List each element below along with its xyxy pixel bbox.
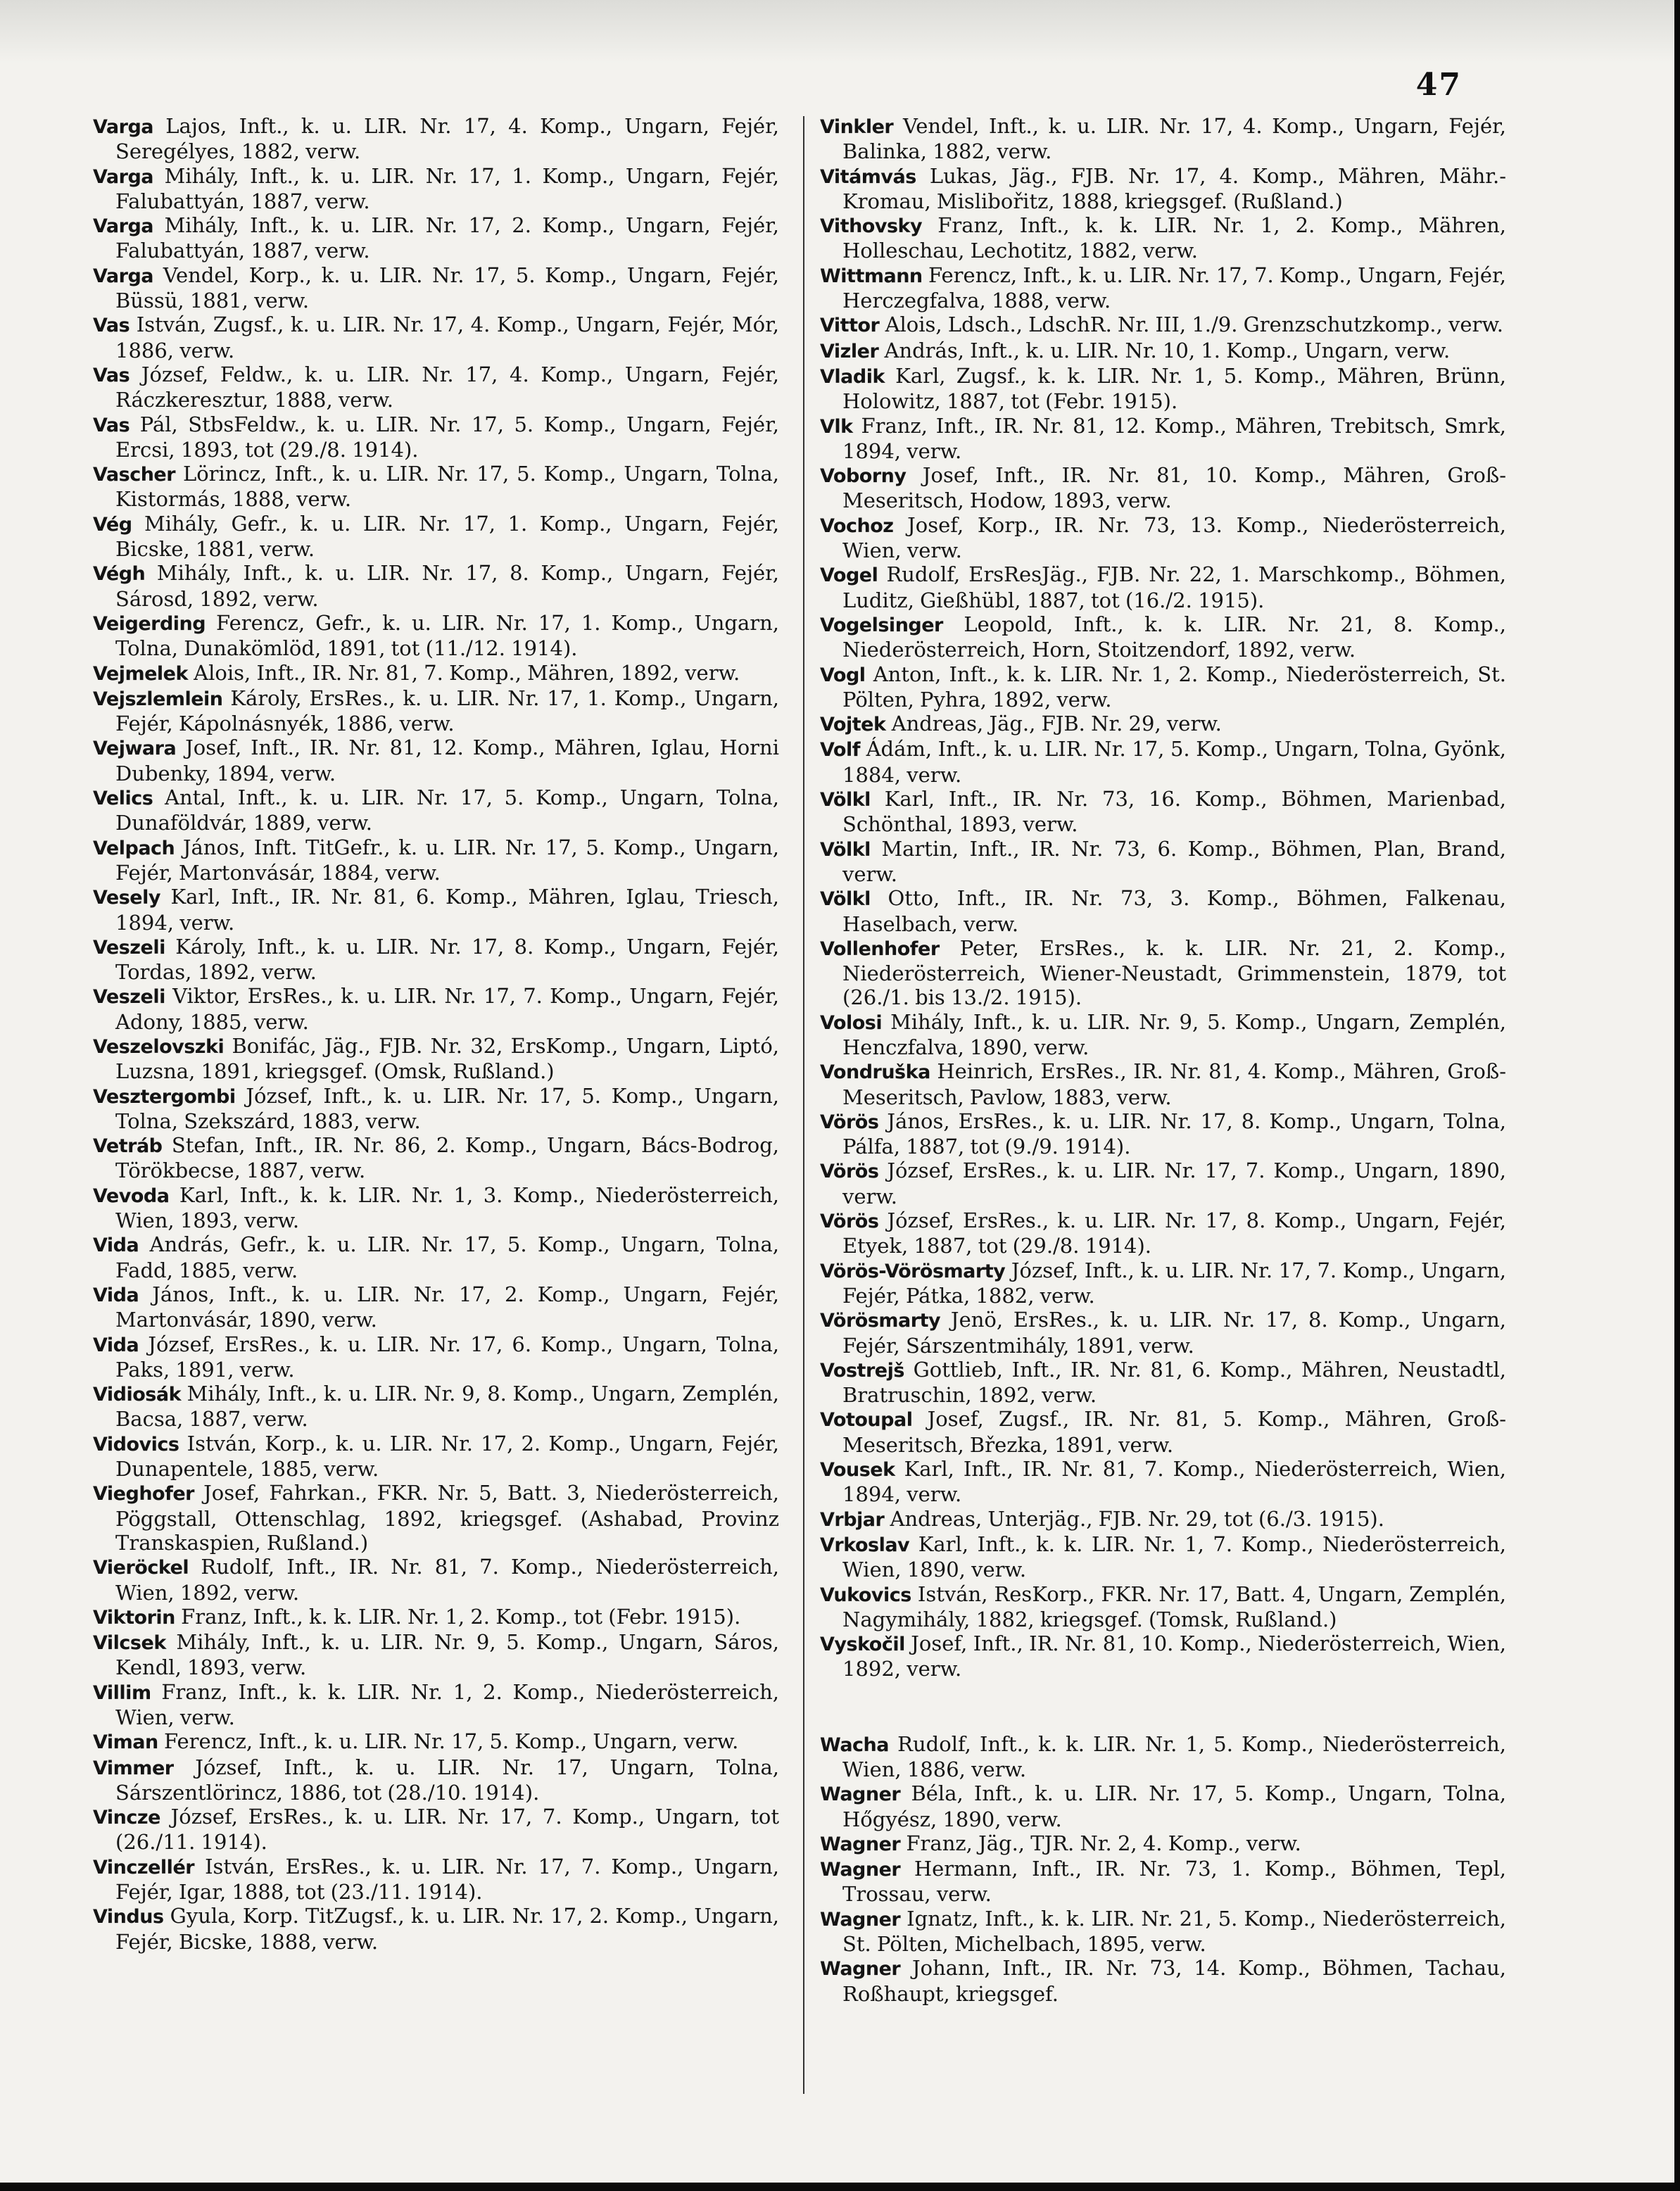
list-entry <box>820 1308 1506 1358</box>
entry-surname: Vithovsky <box>820 215 923 238</box>
entry-details: Josef, Inft., IR. Nr. 81, 10. Komp., Niederösterreich, Wien, 1892, verw. <box>842 1631 1506 1681</box>
entry-surname: Votoupal <box>820 1409 913 1432</box>
entry-details: Pál, StbsFeldw., k. u. LIR. Nr. 17, 5. Komp., Ungarn, Fejér, Ercsi, 1893, tot (29./8. 1914). <box>115 412 779 462</box>
list-entry <box>820 1532 1506 1582</box>
entry-surname: Vörösmarty <box>820 1310 941 1332</box>
list-entry <box>820 463 1506 513</box>
entry-details: Károly, ErsRes., k. u. LIR. Nr. 17, 1. Komp., Ungarn, Fejér, Kápolnásnyék, 1886, verw. <box>115 686 779 736</box>
list-entry <box>820 1407 1506 1457</box>
entry-details: Ignatz, Inft., k. k. LIR. Nr. 21, 5. Komp., Niederösterreich, St. Pölten, Michelbach, 1895, verw. <box>842 1906 1506 1957</box>
entry-surname: Vitámvás <box>820 165 916 188</box>
entry-surname: Vousek <box>820 1459 895 1482</box>
entry-surname: Völkl <box>820 789 871 812</box>
entry-surname: Vinkler <box>820 116 894 138</box>
entry-surname: Vas <box>93 364 130 386</box>
entry-details: András, Gefr., k. u. LIR. Nr. 17, 5. Komp., Ungarn, Tolna, Fadd, 1885, verw. <box>115 1232 779 1282</box>
entry-details: Bonifác, Jäg., FJB. Nr. 32, ErsKomp., Ungarn, Liptó, Luzsna, 1891, kriegsgef. (Omsk, Rußland.) <box>115 1033 779 1084</box>
list-entry <box>820 414 1506 464</box>
entry-details: József, ErsRes., k. u. LIR. Nr. 17, 6. Komp., Ungarn, Tolna, Paks, 1891, verw. <box>115 1332 779 1382</box>
entry-details: Leopold, Inft., k. k. LIR. Nr. 21, 8. Komp., Niederösterreich, Horn, Stoitzendorf, 1892, verw. <box>842 612 1506 662</box>
entry-details: Viktor, ErsRes., k. u. LIR. Nr. 17, 7. Komp., Ungarn, Fejér, Adony, 1885, verw. <box>115 984 779 1034</box>
entry-details: Josef, Fahrkan., FKR. Nr. 5, Batt. 3, Niederösterreich, Pöggstall, Ottenschlag, 1892, kriegsgef. (Ashabad, Provinz Transkaspien, Rußland.) <box>115 1481 779 1555</box>
entry-surname: Wagner <box>820 1908 901 1931</box>
entry-details: Lörincz, Inft., k. u. LIR. Nr. 17, 5. Komp., Ungarn, Tolna, Kistormás, 1888, verw. <box>115 462 779 512</box>
entry-surname: Vondruška <box>820 1061 930 1084</box>
entry-details: Hermann, Inft., IR. Nr. 73, 1. Komp., Böhmen, Tepl, Trossau, verw. <box>842 1857 1506 1907</box>
list-entry <box>820 213 1506 263</box>
entry-details: Andreas, Jäg., FJB. Nr. 29, verw. <box>885 712 1222 736</box>
entry-details: Mihály, Inft., k. u. LIR. Nr. 9, 5. Komp., Ungarn, Zemplén, Henczfalva, 1890, verw. <box>842 1009 1506 1059</box>
entry-details: Mihály, Inft., k. u. LIR. Nr. 9, 8. Komp., Ungarn, Zemplén, Bacsa, 1887, verw. <box>115 1382 779 1432</box>
entry-details: Ferencz, Inft., k. u. LIR. Nr. 17, 5. Komp., Ungarn, verw. <box>158 1729 739 1754</box>
entry-details: Rudolf, Inft., k. k. LIR. Nr. 1, 5. Komp., Niederösterreich, Wien, 1886, verw. <box>842 1731 1506 1781</box>
list-entry <box>93 512 779 562</box>
entry-details: Martin, Inft., IR. Nr. 73, 6. Komp., Böhmen, Plan, Brand, verw. <box>842 836 1506 886</box>
entry-surname: Vojtek <box>820 714 886 736</box>
entry-surname: Vida <box>93 1334 139 1356</box>
entry-surname: Vlk <box>820 415 853 438</box>
entry-details: Peter, ErsRes., k. k. LIR. Nr. 21, 2. Komp., Niederösterreich, Wiener-Neustadt, Grimmenstein, 1879, tot (26./1. bis 13./2. 1915). <box>842 935 1506 1010</box>
entry-details: Lajos, Inft., k. u. LIR. Nr. 17, 4. Komp., Ungarn, Fejér, Seregélyes, 1882, verw. <box>115 114 779 164</box>
entry-surname: Vida <box>93 1284 139 1306</box>
list-entry <box>93 114 779 164</box>
entry-surname: Vrbjar <box>820 1508 885 1531</box>
entry-details: József, Inft., k. u. LIR. Nr. 17, 5. Komp., Ungarn, Tolna, Szekszárd, 1883, verw. <box>115 1083 779 1133</box>
entry-details: Antal, Inft., k. u. LIR. Nr. 17, 5. Komp., Ungarn, Tolna, Dunaföldvár, 1889, verw. <box>115 785 779 835</box>
entry-details: András, Inft., k. u. LIR. Nr. 10, 1. Komp., Ungarn, verw. <box>878 338 1451 362</box>
left-column <box>93 114 779 1954</box>
entry-details: József, ErsRes., k. u. LIR. Nr. 17, 7. Komp., Ungarn, 1890, verw. <box>842 1158 1506 1208</box>
entry-details: Andreas, Unterjäg., FJB. Nr. 29, tot (6./3. 1915). <box>884 1506 1384 1531</box>
entry-details: Otto, Inft., IR. Nr. 73, 3. Komp., Böhmen, Falkenau, Haselbach, verw. <box>842 886 1506 936</box>
list-entry <box>820 339 1506 364</box>
list-entry <box>820 1059 1506 1109</box>
entry-details: Karl, Inft., IR. Nr. 81, 7. Komp., Niederösterreich, Wien, 1894, verw. <box>842 1457 1506 1507</box>
list-entry <box>93 312 779 362</box>
list-entry <box>820 936 1506 1010</box>
entry-surname: Veszeli <box>93 986 165 1009</box>
entry-surname: Wagner <box>820 1783 901 1806</box>
entry-surname: Volf <box>820 739 860 762</box>
list-entry <box>93 611 779 661</box>
entry-surname: Veszeli <box>93 936 165 959</box>
entry-surname: Vesely <box>93 887 160 909</box>
entry-surname: Vyskočil <box>820 1634 905 1656</box>
entry-details: Franz, Inft., IR. Nr. 81, 12. Komp., Mähren, Trebitsch, Smrk, 1894, verw. <box>842 413 1506 463</box>
entry-surname: Vogelsinger <box>820 614 943 636</box>
entry-surname: Volosi <box>820 1011 883 1034</box>
entry-details: Ferencz, Inft., k. u. LIR. Nr. 17, 7. Komp., Ungarn, Fejér, Herczegfalva, 1888, verw. <box>842 263 1506 313</box>
entry-details: Rudolf, ErsResJäg., FJB. Nr. 22, 1. Marschkomp., Böhmen, Luditz, Gießhübl, 1887, tot (16./2. 1915). <box>842 562 1506 612</box>
list-entry <box>93 1084 779 1134</box>
list-entry <box>93 1680 779 1730</box>
entry-details: Rudolf, Inft., IR. Nr. 81, 7. Komp., Niederösterreich, Wien, 1892, verw. <box>115 1555 779 1605</box>
entry-details: Karl, Zugsf., k. k. LIR. Nr. 1, 5. Komp., Mähren, Brünn, Holowitz, 1887, tot (Febr. 1915). <box>842 363 1506 414</box>
column-divider <box>803 116 804 2094</box>
entry-surname: Vittor <box>820 315 880 337</box>
entry-surname: Vejwara <box>93 738 177 760</box>
list-entry <box>93 1432 779 1482</box>
entry-surname: Vladik <box>820 365 885 388</box>
entry-details: Karl, Inft., IR. Nr. 81, 6. Komp., Mähren, Iglau, Triesch, 1894, verw. <box>115 885 779 935</box>
list-entry <box>93 885 779 935</box>
entry-gap <box>820 1681 1506 1732</box>
entry-details: István, Zugsf., k. u. LIR. Nr. 17, 4. Komp., Ungarn, Fejér, Mór, 1886, verw. <box>115 312 779 362</box>
entry-surname: Völkl <box>820 888 871 911</box>
entry-details: Jenö, ErsRes., k. u. LIR. Nr. 17, 8. Komp., Ungarn, Fejér, Sárszentmihály, 1891, verw. <box>842 1308 1506 1358</box>
entry-details: Vendel, Korp., k. u. LIR. Nr. 17, 5. Komp., Ungarn, Fejér, Büssü, 1881, verw. <box>115 263 779 313</box>
list-entry <box>93 1755 779 1805</box>
entry-details: Josef, Inft., IR. Nr. 81, 12. Komp., Mähren, Iglau, Horni Dubenky, 1894, verw. <box>115 735 779 785</box>
list-entry <box>93 462 779 512</box>
entry-details: Josef, Inft., IR. Nr. 81, 10. Komp., Mähren, Groß-Meseritsch, Hodow, 1893, verw. <box>842 463 1506 513</box>
entry-surname: Vrkoslav <box>820 1534 910 1556</box>
list-entry <box>93 1481 779 1555</box>
list-entry <box>820 513 1506 563</box>
entry-surname: Végh <box>93 563 146 586</box>
entry-details: Mihály, Inft., k. u. LIR. Nr. 17, 2. Komp., Ungarn, Fejér, Falubattyán, 1887, verw. <box>115 213 779 263</box>
list-entry <box>93 1605 779 1630</box>
entry-surname: Vas <box>93 414 130 436</box>
list-entry <box>93 1630 779 1680</box>
entry-surname: Vollenhofer <box>820 937 940 960</box>
entry-details: Anton, Inft., k. k. LIR. Nr. 1, 2. Komp., Niederösterreich, St. Pölten, Pyhra, 1892, verw. <box>842 662 1506 712</box>
list-entry <box>93 984 779 1034</box>
list-entry <box>93 1034 779 1084</box>
list-entry <box>820 1631 1506 1681</box>
entry-details: Béla, Inft., k. u. LIR. Nr. 17, 5. Komp., Ungarn, Tolna, Hőgyész, 1890, verw. <box>842 1781 1506 1831</box>
list-entry <box>93 164 779 214</box>
entry-details: Josef, Korp., IR. Nr. 73, 13. Komp., Niederösterreich, Wien, verw. <box>842 512 1506 563</box>
list-entry <box>820 1358 1506 1408</box>
entry-details: Mihály, Inft., k. u. LIR. Nr. 9, 5. Komp., Ungarn, Sáros, Kendl, 1893, verw. <box>115 1630 779 1680</box>
list-entry <box>93 735 779 785</box>
entry-surname: Vidiosák <box>93 1384 182 1406</box>
entry-details: Alois, Ldsch., LdschR. Nr. III, 1./9. Grenzschutzkomp., verw. <box>879 312 1503 337</box>
list-entry <box>820 1208 1506 1258</box>
entry-surname: Vesztergombi <box>93 1085 236 1108</box>
entry-details: József, Feldw., k. u. LIR. Nr. 17, 4. Komp., Ungarn, Fejér, Ráczkeresztur, 1888, verw. <box>115 362 779 412</box>
entry-surname: Vimmer <box>93 1757 174 1779</box>
list-entry <box>93 1904 779 1954</box>
entry-surname: Vogel <box>820 564 878 587</box>
entry-details: János, ErsRes., k. u. LIR. Nr. 17, 8. Komp., Ungarn, Tolna, Pálfa, 1887, tot (9./9. 1914). <box>842 1109 1506 1159</box>
entry-surname: Vejmelek <box>93 662 188 685</box>
list-entry <box>820 737 1506 787</box>
list-entry <box>820 1507 1506 1532</box>
scan-edge-bottom <box>0 2183 1680 2191</box>
list-entry <box>820 787 1506 837</box>
entry-details: István, Korp., k. u. LIR. Nr. 17, 2. Komp., Ungarn, Fejér, Dunapentele, 1885, verw. <box>115 1431 779 1482</box>
entry-details: Ferencz, Gefr., k. u. LIR. Nr. 17, 1. Komp., Ungarn, Tolna, Dunakömlöd, 1891, tot (11./12. 1914). <box>115 610 779 661</box>
list-entry <box>820 837 1506 887</box>
entry-surname: Velpach <box>93 837 175 859</box>
list-entry <box>820 562 1506 612</box>
entry-details: Franz, Inft., k. k. LIR. Nr. 1, 2. Komp., tot (Febr. 1915). <box>175 1604 741 1629</box>
entry-details: János, Inft. TitGefr., k. u. LIR. Nr. 17, 5. Komp., Ungarn, Fejér, Martonvásár, 1884, verw. <box>115 835 779 885</box>
entry-surname: Vas <box>93 315 130 337</box>
entry-details: Johann, Inft., IR. Nr. 73, 14. Komp., Böhmen, Tachau, Roßhaupt, kriegsgef. <box>842 1956 1506 2006</box>
list-entry <box>820 1158 1506 1208</box>
entry-surname: Vostrejš <box>820 1359 904 1382</box>
list-entry <box>820 114 1506 164</box>
entry-details: Mihály, Inft., k. u. LIR. Nr. 17, 1. Komp., Ungarn, Fejér, Falubattyán, 1887, verw. <box>115 163 779 213</box>
entry-details: József, ErsRes., k. u. LIR. Nr. 17, 8. Komp., Ungarn, Fejér, Etyek, 1887, tot (29./8. 1914). <box>842 1208 1506 1258</box>
entry-details: István, ResKorp., FKR. Nr. 17, Batt. 4, Ungarn, Zemplén, Nagymihály, 1882, kriegsgef. (Tomsk, Rußland.) <box>842 1581 1506 1631</box>
list-entry <box>820 1732 1506 1782</box>
entry-surname: Vascher <box>93 464 176 486</box>
entry-surname: Varga <box>93 165 154 188</box>
list-entry <box>820 712 1506 737</box>
list-entry <box>820 312 1506 338</box>
entry-details: Franz, Jäg., TJR. Nr. 2, 4. Komp., verw. <box>900 1831 1301 1855</box>
entry-surname: Varga <box>93 215 154 238</box>
entry-details: Karl, Inft., k. k. LIR. Nr. 1, 3. Komp., Niederösterreich, Wien, 1893, verw. <box>115 1182 779 1233</box>
list-entry <box>93 1282 779 1332</box>
list-entry <box>820 662 1506 712</box>
entry-surname: Vörös <box>820 1111 879 1133</box>
list-entry <box>820 1109 1506 1159</box>
entry-surname: Voborny <box>820 465 907 488</box>
list-entry <box>820 1956 1506 2006</box>
list-entry <box>93 1133 779 1183</box>
list-entry <box>820 612 1506 662</box>
entry-surname: Veigerding <box>93 612 206 635</box>
entry-surname: Velics <box>93 788 153 810</box>
entry-details: Mihály, Inft., k. u. LIR. Nr. 17, 8. Komp., Ungarn, Fejér, Sárosd, 1892, verw. <box>115 561 779 611</box>
list-entry <box>820 1857 1506 1907</box>
entry-surname: Wacha <box>820 1734 889 1756</box>
list-entry <box>93 935 779 985</box>
list-entry <box>820 1907 1506 1957</box>
entry-surname: Vochoz <box>820 514 894 537</box>
list-entry <box>93 661 779 686</box>
list-entry <box>93 1183 779 1233</box>
entry-surname: Vörös <box>820 1161 879 1183</box>
list-entry <box>93 785 779 835</box>
entry-details: Karl, Inft., k. k. LIR. Nr. 1, 7. Komp., Niederösterreich, Wien, 1890, verw. <box>842 1532 1506 1582</box>
list-entry <box>820 164 1506 214</box>
entry-surname: Vieghofer <box>93 1483 194 1505</box>
entry-surname: Vieröckel <box>93 1557 189 1579</box>
entry-details: Franz, Inft., k. k. LIR. Nr. 1, 2. Komp., Mähren, Holleschau, Lechotitz, 1882, verw. <box>842 213 1506 263</box>
entry-details: István, ErsRes., k. u. LIR. Nr. 17, 7. Komp., Ungarn, Fejér, Igar, 1888, tot (23./11. 1914). <box>115 1854 779 1905</box>
entry-surname: Vilcsek <box>93 1632 166 1655</box>
list-entry <box>820 1781 1506 1831</box>
entry-surname: Völkl <box>820 838 871 861</box>
entry-details: Gottlieb, Inft., IR. Nr. 81, 6. Komp., Mähren, Neustadtl, Bratruschin, 1892, verw. <box>842 1357 1506 1408</box>
list-entry <box>93 1232 779 1282</box>
entry-surname: Viman <box>93 1731 158 1754</box>
list-entry <box>93 835 779 885</box>
list-entry <box>820 364 1506 414</box>
entry-surname: Veszelovszki <box>93 1035 225 1058</box>
list-entry <box>93 561 779 611</box>
entry-details: Vendel, Inft., k. u. LIR. Nr. 17, 4. Komp., Ungarn, Fejér, Balinka, 1882, verw. <box>842 114 1506 164</box>
entry-details: János, Inft., k. u. LIR. Nr. 17, 2. Komp., Ungarn, Fejér, Martonvásár, 1890, verw. <box>115 1282 779 1332</box>
entry-surname: Vevoda <box>93 1185 170 1207</box>
list-entry <box>820 1457 1506 1507</box>
entry-surname: Vejszlemlein <box>93 688 223 710</box>
entry-surname: Vogl <box>820 664 866 686</box>
entry-surname: Vinczellér <box>93 1856 195 1879</box>
entry-details: József, Inft., k. u. LIR. Nr. 17, 7. Komp., Ungarn, Fejér, Pátka, 1882, verw. <box>842 1258 1506 1308</box>
entry-details: Josef, Zugsf., IR. Nr. 81, 5. Komp., Mähren, Groß-Meseritsch, Březka, 1891, verw. <box>842 1407 1506 1457</box>
entry-surname: Vukovics <box>820 1584 911 1606</box>
scan-shading <box>0 0 1680 63</box>
entry-surname: Varga <box>93 116 154 138</box>
list-entry <box>820 1258 1506 1308</box>
entry-surname: Wittmann <box>820 265 923 287</box>
list-entry <box>93 263 779 313</box>
entry-details: Karl, Inft., IR. Nr. 73, 16. Komp., Böhmen, Marienbad, Schönthal, 1893, verw. <box>842 787 1506 837</box>
page-number: 47 <box>1415 67 1462 103</box>
list-entry <box>93 412 779 462</box>
list-entry <box>820 1582 1506 1632</box>
entry-details: Ádám, Inft., k. u. LIR. Nr. 17, 5. Komp., Ungarn, Tolna, Gyönk, 1884, verw. <box>842 737 1506 787</box>
entry-surname: Wagner <box>820 1833 901 1855</box>
entry-surname: Vizler <box>820 340 879 362</box>
list-entry <box>820 886 1506 936</box>
entry-surname: Villim <box>93 1681 151 1704</box>
list-entry <box>93 1555 779 1605</box>
list-entry <box>93 1855 779 1905</box>
list-entry <box>93 686 779 736</box>
entry-surname: Vidovics <box>93 1433 179 1456</box>
right-column <box>820 114 1506 2006</box>
list-entry <box>820 1010 1506 1060</box>
entry-details: Mihály, Gefr., k. u. LIR. Nr. 17, 1. Komp., Ungarn, Fejér, Bicske, 1881, verw. <box>115 511 779 562</box>
list-entry <box>93 213 779 263</box>
list-entry <box>93 1729 779 1755</box>
entry-surname: Viktorin <box>93 1606 175 1629</box>
entry-surname: Varga <box>93 265 154 287</box>
entry-details: Lukas, Jäg., FJB. Nr. 17, 4. Komp., Mähren, Mähr.-Kromau, Mislibořitz, 1888, kriegsgef. (Rußland.) <box>842 163 1506 213</box>
list-entry <box>820 263 1506 313</box>
entry-details: József, Inft., k. u. LIR. Nr. 17, Ungarn, Tolna, Sárszentlörincz, 1886, tot (28./10. 1914). <box>115 1755 779 1805</box>
list-entry <box>93 362 779 412</box>
entry-details: Károly, Inft., k. u. LIR. Nr. 17, 8. Komp., Ungarn, Fejér, Tordas, 1892, verw. <box>115 934 779 985</box>
entry-details: József, ErsRes., k. u. LIR. Nr. 17, 7. Komp., Ungarn, tot (26./11. 1914). <box>115 1805 779 1855</box>
entry-details: Franz, Inft., k. k. LIR. Nr. 1, 2. Komp., Niederösterreich, Wien, verw. <box>115 1679 779 1729</box>
entry-surname: Vég <box>93 513 132 536</box>
list-entry <box>93 1332 779 1382</box>
entry-surname: Vida <box>93 1235 139 1257</box>
list-entry <box>93 1805 779 1855</box>
list-entry <box>93 1382 779 1432</box>
entry-surname: Vindus <box>93 1906 164 1928</box>
scan-edge-right <box>1674 0 1680 2191</box>
entry-surname: Vörös-Vörösmarty <box>820 1260 1006 1282</box>
entry-details: Alois, Inft., IR. Nr. 81, 7. Komp., Mähren, 1892, verw. <box>187 660 740 685</box>
entry-details: Gyula, Korp. TitZugsf., k. u. LIR. Nr. 17, 2. Komp., Ungarn, Fejér, Bicske, 1888, verw. <box>115 1904 779 1954</box>
list-entry <box>820 1831 1506 1857</box>
entry-details: Heinrich, ErsRes., IR. Nr. 81, 4. Komp., Mähren, Groß-Meseritsch, Pavlow, 1883, verw. <box>842 1059 1506 1109</box>
entry-details: Stefan, Inft., IR. Nr. 86, 2. Komp., Ungarn, Bács-Bodrog, Törökbecse, 1887, verw. <box>115 1133 779 1183</box>
entry-surname: Vörös <box>820 1211 879 1233</box>
entry-surname: Wagner <box>820 1859 901 1881</box>
entry-surname: Wagner <box>820 1958 901 1981</box>
entry-surname: Vincze <box>93 1807 160 1829</box>
entry-surname: Vetráb <box>93 1135 163 1158</box>
